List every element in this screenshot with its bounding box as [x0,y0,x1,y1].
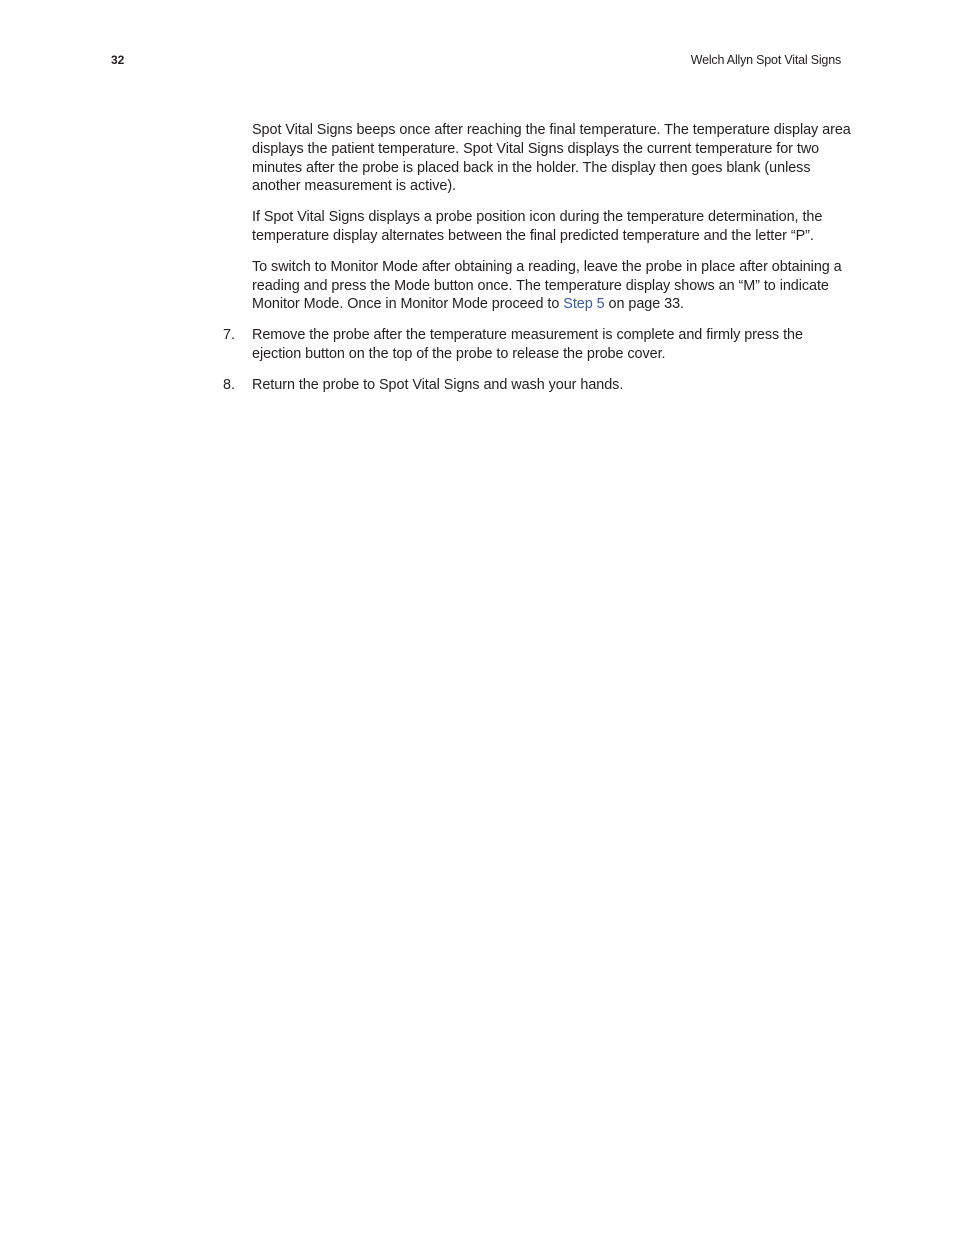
paragraph-monitor-mode-text: To switch to Monitor Mode after obtaining a reading, leave the probe in place after obtaining a reading and press the Mode button once. The temperature display shows an “M” to indicate Monitor Mode. Once in Monitor Mode proceed to [252,258,842,313]
paragraph-monitor-mode [252,258,852,314]
step-number: 8. [223,376,235,393]
document-body [223,121,852,407]
paragraph-monitor-mode-page-ref: on page 33. [604,296,684,313]
step-text: Remove the probe after the temperature measurement is complete and firmly press the ejection button on the top of the probe to release the probe cover. [252,327,803,362]
step-number: 7. [223,327,235,344]
step-text: Return the probe to Spot Vital Signs and wash your hands. [252,376,624,393]
running-header-title: Welch Allyn Spot Vital Signs [690,53,841,67]
list-item-step-7 [223,326,852,364]
step-5-link[interactable]: Step 5 [563,296,605,313]
paragraph-final-temperature: Spot Vital Signs beeps once after reaching the final temperature. The temperature display area displays the patient temperature. Spot Vital Signs displays the current temperature for two minutes after the probe is placed back in the holder. The display then goes blank (unless another measurement is active). [252,122,851,195]
paragraph-probe-position: If Spot Vital Signs displays a probe position icon during the temperature determination, the temperature display alternates between the final predicted temperature and the letter “P”. [252,209,823,244]
list-item-step-8 [223,376,852,395]
page-number: 32 [111,53,125,67]
